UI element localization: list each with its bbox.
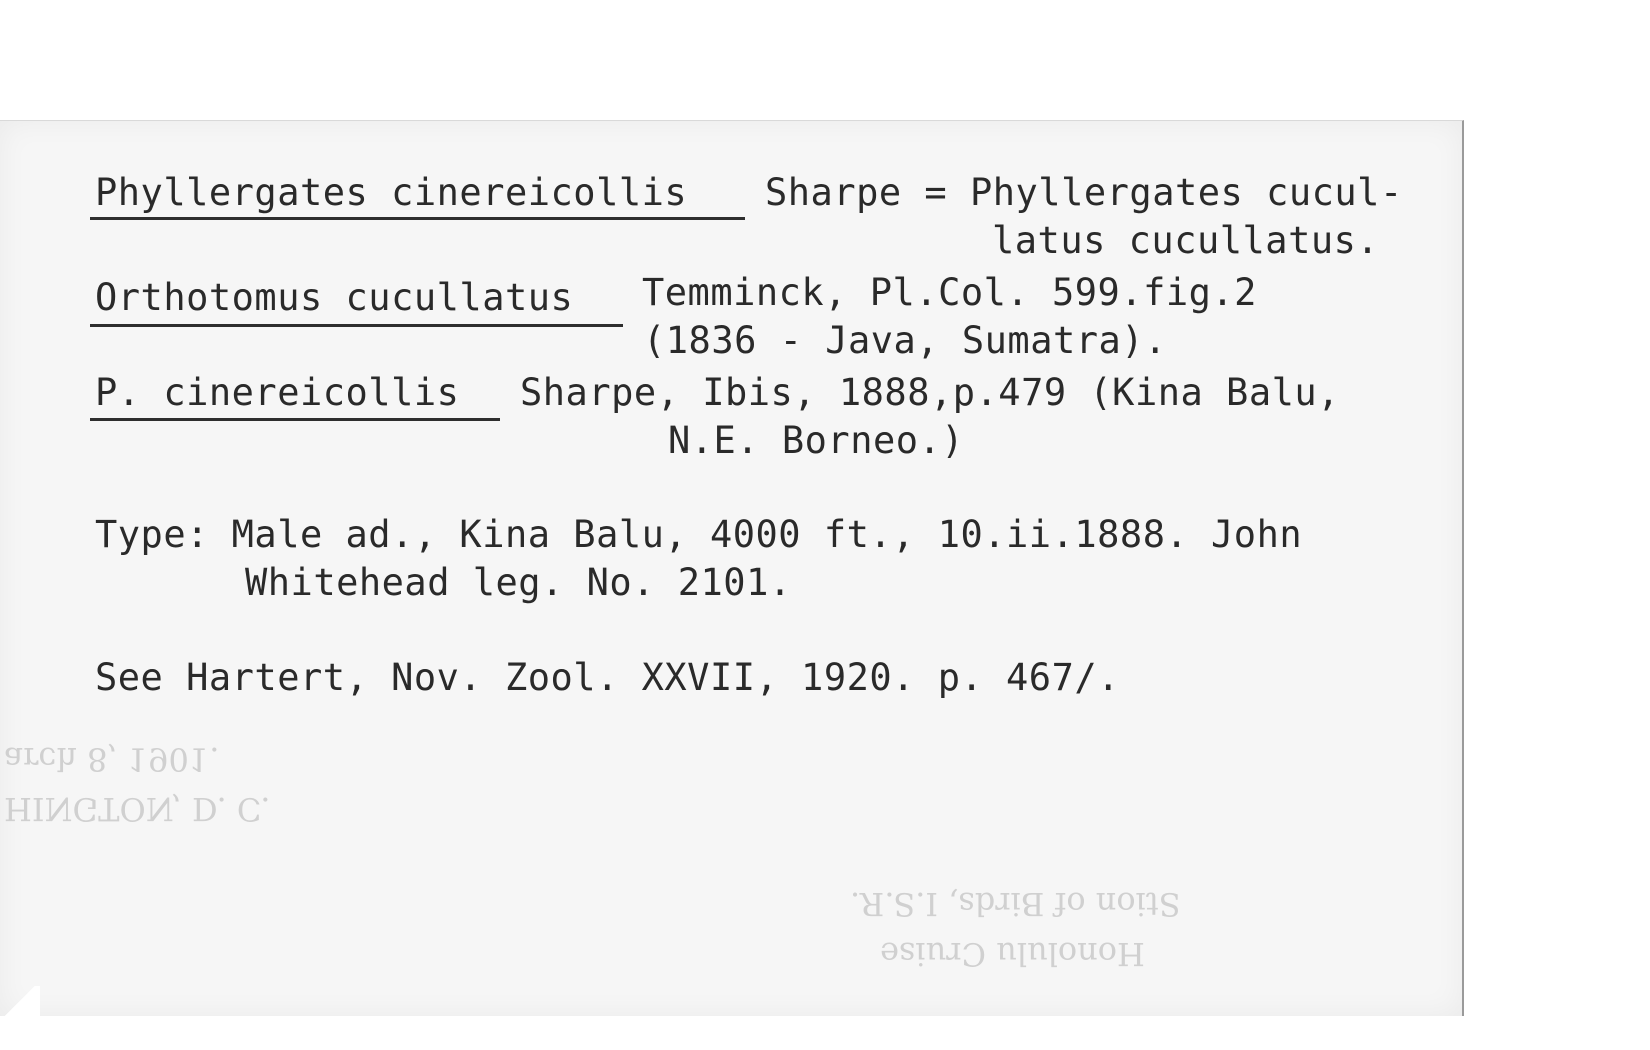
card-line-described-locality: N.E. Borneo.) [668, 419, 965, 462]
bleed-through-text: Stion of Birds, I.S.R. [850, 885, 1181, 923]
underline [90, 418, 500, 421]
card-line-heading-name: Phyllergates cinereicollis [95, 171, 688, 214]
bleed-through-text: Honolulu Cruise [880, 935, 1145, 973]
card-line-original-locality: (1836 - Java, Sumatra). [643, 319, 1167, 362]
card-line-heading-rest: Sharpe = Phyllergates cucul- [765, 171, 1403, 214]
card-line-synonym-cont: latus cucullatus. [992, 219, 1380, 262]
card-line-described-name: P. cinereicollis [95, 371, 460, 414]
bleed-through-text: HINGTON, D. C. [4, 790, 271, 828]
bleed-through-text: arch 8, 1901. [4, 740, 220, 778]
card-line-type-collector: Whitehead leg. No. 2101. [245, 561, 792, 604]
underline [90, 217, 745, 220]
index-card [0, 120, 1464, 1016]
card-line-original-name: Orthotomus cucullatus [95, 276, 574, 319]
card-line-original-citation: Temminck, Pl.Col. 599.fig.2 [642, 271, 1257, 314]
card-line-type-specimen: Type: Male ad., Kina Balu, 4000 ft., 10.ii.1888. John [95, 513, 1303, 556]
card-line-reference: See Hartert, Nov. Zool. XXVII, 1920. p. 467/. [95, 656, 1120, 699]
underline [90, 324, 623, 327]
card-line-described-citation: Sharpe, Ibis, 1888,p.479 (Kina Balu, [520, 371, 1340, 414]
